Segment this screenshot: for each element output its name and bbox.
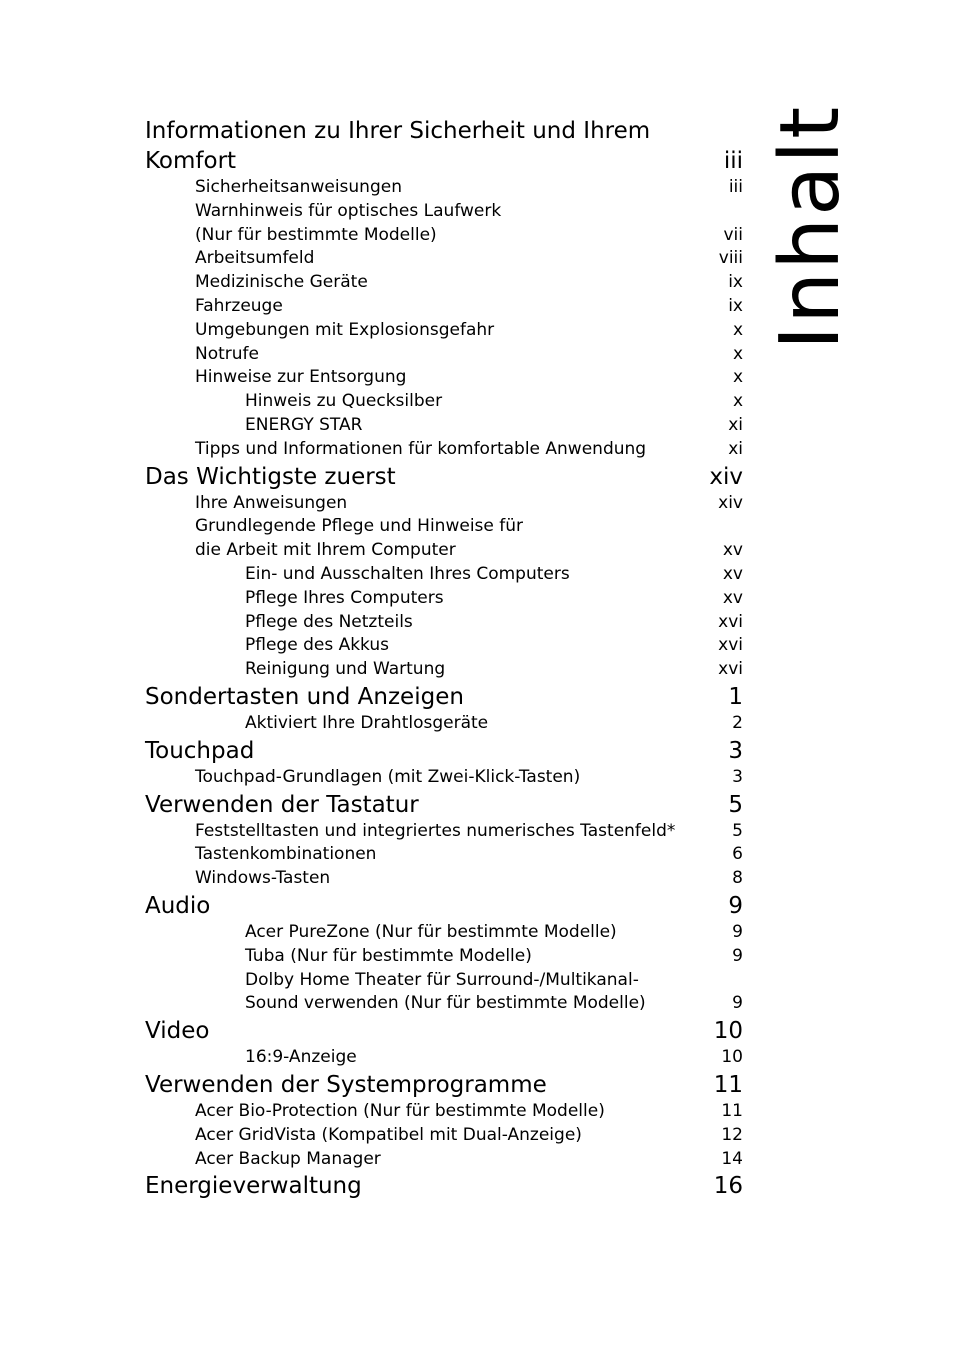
toc-entry-title: Pflege des Netzteils — [245, 611, 413, 632]
toc-entry[interactable] — [145, 658, 743, 682]
toc-entry[interactable] — [145, 766, 743, 790]
toc-page-number: 11 — [713, 1071, 743, 1098]
toc-entry[interactable] — [145, 414, 743, 438]
toc-page-number: 6 — [732, 844, 743, 865]
toc-page-number: xi — [728, 438, 743, 459]
toc-entry-title: Hinweise zur Entsorgung — [195, 367, 407, 388]
toc-entry-title: Grundlegende Pflege und Hinweise für — [195, 516, 524, 537]
toc-page-number: 12 — [721, 1124, 743, 1145]
toc-entry-title: Hinweis zu Quecksilber — [245, 391, 443, 412]
toc-entry[interactable] — [145, 736, 743, 766]
toc-page-number: x — [732, 319, 743, 340]
toc-page-number: 9 — [728, 892, 743, 919]
toc-entry[interactable] — [145, 1046, 743, 1070]
toc-entry[interactable] — [145, 969, 743, 1017]
toc-entry-title: Windows-Tasten — [195, 868, 331, 889]
toc-page-number: 14 — [721, 1148, 743, 1169]
toc-page-number: 16 — [713, 1173, 743, 1200]
toc-page-number: vii — [723, 224, 743, 245]
toc-entry[interactable] — [145, 200, 743, 248]
toc-entry-title: Pflege des Akkus — [245, 635, 390, 656]
toc-entry[interactable] — [145, 462, 743, 492]
toc-page-number: xi — [728, 414, 743, 435]
toc-entry-title: Acer Bio-Protection (Nur für bestimmte Modelle) — [195, 1100, 605, 1121]
toc-entry[interactable] — [145, 634, 743, 658]
toc-entry[interactable] — [145, 515, 743, 563]
toc-entry-title: Tipps und Informationen für komfortable Anwendung — [195, 438, 647, 459]
toc-entry-title: Audio — [145, 892, 211, 919]
toc-page-number: 3 — [728, 737, 743, 764]
toc-page-number: x — [732, 391, 743, 412]
toc-entry-title: Reinigung und Wartung — [245, 659, 446, 680]
toc-page-number: 1 — [728, 683, 743, 710]
toc-entry-title: Informationen zu Ihrer Sicherheit und Ihrem — [145, 118, 651, 144]
toc-page-number: 3 — [732, 766, 743, 787]
toc-page-number: iii — [728, 177, 743, 197]
toc-entry-title: Verwenden der Systemprogramme — [145, 1071, 547, 1098]
toc-page-number: 8 — [732, 868, 743, 889]
toc-page-number: 9 — [732, 945, 743, 966]
toc-entry[interactable] — [145, 611, 743, 635]
toc-page-number: 5 — [728, 791, 743, 818]
toc-entry-title: die Arbeit mit Ihrem Computer — [195, 540, 456, 561]
toc-page-number: xv — [722, 563, 743, 584]
toc-entry[interactable] — [145, 390, 743, 414]
toc-entry-title: Ein- und Ausschalten Ihres Computers — [245, 563, 570, 584]
toc-page-number: xiv — [709, 463, 743, 490]
toc-entry-title: Arbeitsumfeld — [195, 248, 315, 269]
table-of-contents — [145, 116, 743, 1201]
toc-entry-title: Komfort — [145, 148, 237, 174]
toc-entry[interactable] — [145, 271, 743, 295]
toc-page-number: 5 — [732, 820, 743, 841]
toc-page-number: xiv — [718, 492, 743, 513]
toc-entry-title: Notrufe — [195, 343, 259, 364]
toc-entry[interactable] — [145, 492, 743, 516]
toc-entry[interactable] — [145, 563, 743, 587]
toc-entry-title: Warnhinweis für optisches Laufwerk — [195, 200, 502, 221]
toc-entry[interactable] — [145, 867, 743, 891]
toc-entry-title: Verwenden der Tastatur — [145, 791, 419, 818]
toc-entry[interactable] — [145, 1016, 743, 1046]
toc-entry[interactable] — [145, 319, 743, 343]
toc-entry[interactable] — [145, 438, 743, 462]
toc-entry[interactable] — [145, 176, 743, 200]
toc-entry-title: ENERGY STAR — [245, 414, 363, 435]
toc-entry[interactable] — [145, 1148, 743, 1172]
toc-entry-title: Aktiviert Ihre Drahtlosgeräte — [245, 712, 489, 733]
toc-page-number: xv — [722, 587, 743, 608]
toc-entry-title: Sicherheitsanweisungen — [195, 177, 402, 197]
toc-page-number: 11 — [721, 1100, 743, 1121]
toc-page-number: 2 — [732, 712, 743, 733]
toc-entry-title: Feststelltasten und integriertes numerisches Tastenfeld* — [195, 820, 676, 841]
toc-entry-title: Video — [145, 1018, 210, 1045]
toc-entry[interactable] — [145, 820, 743, 844]
toc-page-number: xvi — [718, 635, 743, 656]
toc-entry[interactable] — [145, 790, 743, 820]
toc-entry[interactable] — [145, 843, 743, 867]
toc-entry-title: Umgebungen mit Explosionsgefahr — [195, 319, 495, 340]
toc-entry-title: Sound verwenden (Nur für bestimmte Modelle) — [245, 993, 646, 1014]
toc-entry[interactable] — [145, 1100, 743, 1124]
toc-entry[interactable] — [145, 1070, 743, 1100]
side-title-inhalt: Inhalt — [763, 104, 858, 350]
toc-page-number: xv — [722, 540, 743, 561]
toc-entry-title: Acer PureZone (Nur für bestimmte Modelle) — [245, 921, 617, 942]
toc-entry-title: (Nur für bestimmte Modelle) — [195, 224, 437, 245]
toc-entry[interactable] — [145, 682, 743, 712]
toc-entry[interactable] — [145, 295, 743, 319]
toc-entry-title: Acer Backup Manager — [195, 1148, 381, 1169]
toc-page-number: 9 — [732, 993, 743, 1014]
toc-entry-title: Touchpad-Grundlagen (mit Zwei-Klick-Tasten) — [195, 766, 581, 787]
toc-entry-title: Touchpad — [145, 737, 255, 764]
toc-entry-title: Tastenkombinationen — [195, 844, 377, 865]
toc-page-number: ix — [728, 295, 743, 316]
toc-page-number: xvi — [718, 659, 743, 680]
toc-entry[interactable] — [145, 945, 743, 969]
toc-entry[interactable] — [145, 116, 743, 176]
toc-entry-title: Tuba (Nur für bestimmte Modelle) — [245, 945, 532, 966]
toc-page-number: iii — [723, 148, 743, 174]
toc-entry-title: Sondertasten und Anzeigen — [145, 683, 464, 710]
toc-entry-title: Das Wichtigste zuerst — [145, 463, 396, 490]
toc-page-number: 10 — [721, 1047, 743, 1068]
toc-entry[interactable] — [145, 587, 743, 611]
toc-page-number: xvi — [718, 611, 743, 632]
toc-entry[interactable] — [145, 1171, 743, 1201]
toc-entry-title: 16:9-Anzeige — [245, 1047, 357, 1068]
toc-entry-title: Medizinische Geräte — [195, 272, 368, 293]
toc-entry[interactable] — [145, 366, 743, 390]
toc-entry-title: Acer GridVista (Kompatibel mit Dual-Anzeige) — [195, 1124, 582, 1145]
toc-entry-title: Ihre Anweisungen — [195, 492, 348, 513]
toc-entry[interactable] — [145, 921, 743, 945]
toc-entry[interactable] — [145, 1124, 743, 1148]
toc-entry[interactable] — [145, 891, 743, 921]
toc-entry-title: Pflege Ihres Computers — [245, 587, 444, 608]
toc-entry[interactable] — [145, 343, 743, 367]
toc-entry-title: Energieverwaltung — [145, 1173, 362, 1200]
toc-page-number: 10 — [713, 1018, 743, 1045]
toc-page-number: x — [732, 343, 743, 364]
toc-page-number: viii — [718, 248, 743, 269]
toc-entry[interactable] — [145, 247, 743, 271]
toc-entry[interactable] — [145, 712, 743, 736]
toc-page-number: 9 — [732, 921, 743, 942]
toc-entry-title: Fahrzeuge — [195, 295, 283, 316]
toc-entry-title: Dolby Home Theater für Surround-/Multikanal- — [245, 969, 639, 990]
toc-page-number: x — [732, 367, 743, 388]
toc-page-number: ix — [728, 272, 743, 293]
